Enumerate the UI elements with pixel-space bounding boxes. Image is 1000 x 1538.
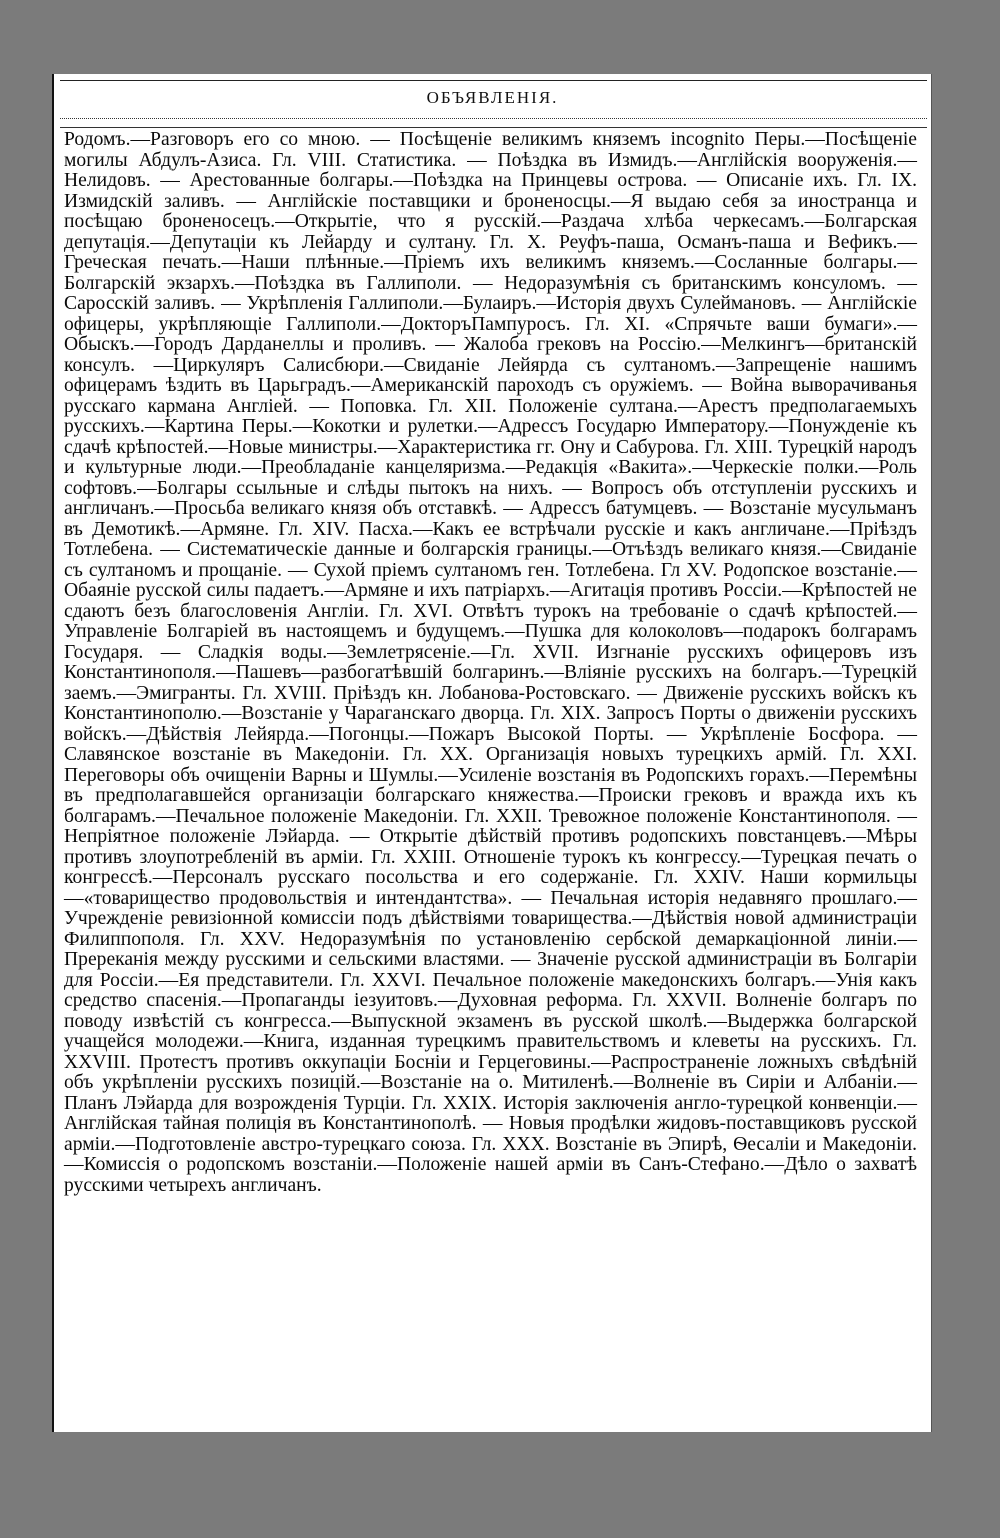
top-rule bbox=[60, 80, 927, 81]
document-page bbox=[52, 74, 932, 1432]
header-ornament-rule bbox=[60, 118, 927, 128]
body-paragraph: Родомъ.—Разговоръ его со мною. — Посѣщеніе великимъ княземъ incognito Перы.—Посѣщеніе могилы Абдулъ-Азиса. Гл. VIII. Статистика. — Поѣздка въ Измидъ.—Англійскія вооруженія.—Нелидовъ. — Арестованные болгары.—Поѣздка на Принцевы острова. — Описаніе ихъ. Гл. IX. Измидскій заливъ. — Англійскіе поставщики и броненосцы.—Я выдаю себя за иностранца и посѣщаю броненосецъ.—Открытіе, что я русскій.—Раздача хлѣба черкесамъ.—Болгарская депутація.—Депутаціи къ Лейарду и султану. Гл. X. Реуфъ-паша, Османъ-паша и Вефикъ.—Греческая печать.—Наши плѣнные.—Пріемъ ихъ великимъ княземъ.—Сосланные болгары.—Болгарскій экзархъ.—Поѣздка въ Галлиполи. — Недоразумѣнія съ британскимъ консуломъ. — Саросскій заливъ. — Укрѣпленія Галлиполи.—Булаиръ.—Исторія двухъ Сулеймановъ. — Англійскіе офицеры, укрѣпляющіе Галлиполи.—ДокторъПампуросъ. Гл. XI. «Спрячьте ваши бумаги».—Обыскъ.—Городъ Дарданеллы и проливъ. — Жалоба грековъ на Россію.—Мелкингъ—британскій консулъ. —Циркуляръ Салисбюри.—Свиданіе Лейярда съ султаномъ.—Запрещеніе нашимъ офицерамъ ѣздить въ Царьградъ.—Американскій пароходъ съ оружіемъ. — Война выворачиванья русскаго кармана Англіей. — Поповка. Гл. XII. Положеніе султана.—Арестъ предполагаемыхъ русскихъ.—Картина Перы.—Кокотки и рулетки.—Адрессъ Государю Императору.—Понужденіе къ сдачѣ крѣпостей.—Новые министры.—Характеристика гг. Ону и Сабурова. Гл. XIII. Турецкій народъ и культурные люди.—Преобладаніе канцеляризма.—Редакція «Вакита».—Черкеcкіе полки.—Роль софтовъ.—Болгары ссыльные и слѣды пытокъ на нихъ. — Вопросъ объ отступленіи русскихъ и англичанъ.—Просьба великаго князя объ отставкѣ. — Адрессъ батумцевъ. — Возстаніе мусульманъ въ Демотикѣ.—Армяне. Гл. XIV. Пасха.—Какъ ее встрѣчали русскіе и какъ англичане.—Пріѣздъ Тотлебена. — Систематическіе данные и болгарскія границы.—Отъѣздъ великаго князя.—Свиданіе съ султаномъ и прощаніе. — Сухой пріемъ султаномъ ген. Тотлебена. Гл XV. Родопское возстаніе.—Обаяніе русской силы падаетъ.—Армяне и ихъ патріархъ.—Агитація противъ Россіи.—Крѣпостей не сдаютъ безъ благословенія Англіи. Гл. XVI. Отвѣтъ турокъ на требованіе о сдачѣ крѣпостей.—Управленіе Болгаріей въ настоящемъ и будущемъ.—Пушка для колоколовъ—подарокъ болгарамъ Государя. — Сладкія воды.—Землетрясеніе.—Гл. XVII. Изгнаніе русскихъ офицеровъ изъ Константинополя.—Пашевъ—разбогатѣвшій болгаринъ.—Вліяніе русскихъ на болгаръ.—Турецкій заемъ.—Эмигранты. Гл. XVIII. Пріѣздъ кн. Лобанова-Ростовскаго. — Движеніе русскихъ войскъ къ Константинополю.—Возстаніе у Чараганскаго дворца. Гл. XIX. Запросъ Порты о движеніи русскихъ войскъ.—Дѣйствія Лейярда.—Погонцы.—Пожаръ Высокой Порты. — Укрѣпленіе Босфора. — Славянское возстаніе въ Македоніи. Гл. XX. Организація новыхъ турецкихъ армій. Гл. XXI. Переговоры объ очищеніи Варны и Шумлы.—Усиленіе возстанія въ Родопскихъ горахъ.—Перемѣны въ предполагавшейся организаціи болгарскаго княжества.—Происки грековъ и вражда ихъ къ болгарамъ.—Печальное положеніе Македоніи. Гл. XXII. Тревожное положеніе Константинополя. — Непріятное положеніе Лэйарда. — Открытіе дѣйствій противъ родопскихъ повстанцевъ.—Мѣры противъ злоупотребленій въ арміи. Гл. XXIII. Отношеніе турокъ къ конгрессу.—Турецкая печать о конгрессѣ.—Персоналъ русскаго посольства и его содержаніе. Гл. XXIV. Наши кормильцы—«товарищество продовольствія и интендантства». — Печальная исторія недавняго прошлаго.—Учрежденіе ревизіонной комиссіи подъ дѣйствіями товарищества.—Дѣйствія новой администраціи Филиппополя. Гл. XXV. Недоразумѣнія по установленію сербской демаркаціонной линіи.—Пререканія между русскими и сельскими властями. — Значеніе русской администраціи въ Болгаріи для Россіи.—Ея представители. Гл. XXVI. Печальное положеніе македонскихъ болгаръ.—Унія какъ средство спасенія.—Пропаганды іезуитовъ.—Духовная реформа. Гл. XXVII. Волненіе болгаръ по поводу извѣстій съ конгресса.—Выпускной экзаменъ въ русской школѣ.—Выдержка болгарской учащейся молодежи.—Книга, изданная турецкимъ правительствомъ и клеветы на русскихъ. Гл. XXVIII. Протестъ противъ оккупаціи Босніи и Герцеговины.—Распространеніе ложныхъ свѣдѣній объ укрѣпленіи русскихъ позицій.—Возстаніе на о. Митиленѣ.—Волненіе въ Сиріи и Албаніи.—Планъ Лэйарда для возрожденія Турціи. Гл. XXIX. Исторія заключенія англо-турецкой конвенціи.—Англійская тайная полиція въ Константинополѣ. — Новыя продѣлки жидовъ-поставщиковъ русской арміи.—Подготовленіе австро-турецкаго союза. Гл. XXX. Возстаніе въ Эпирѣ, Ѳесаліи и Македоніи.—Комиссія о родопскомъ возстаніи.—Положеніе нашей арміи въ Санъ-Стефано.—Дѣло о захватѣ русскими четырехъ англичанъ. bbox=[64, 129, 917, 1196]
page-header: ОБЪЯВЛЕНІЯ. bbox=[426, 88, 559, 107]
